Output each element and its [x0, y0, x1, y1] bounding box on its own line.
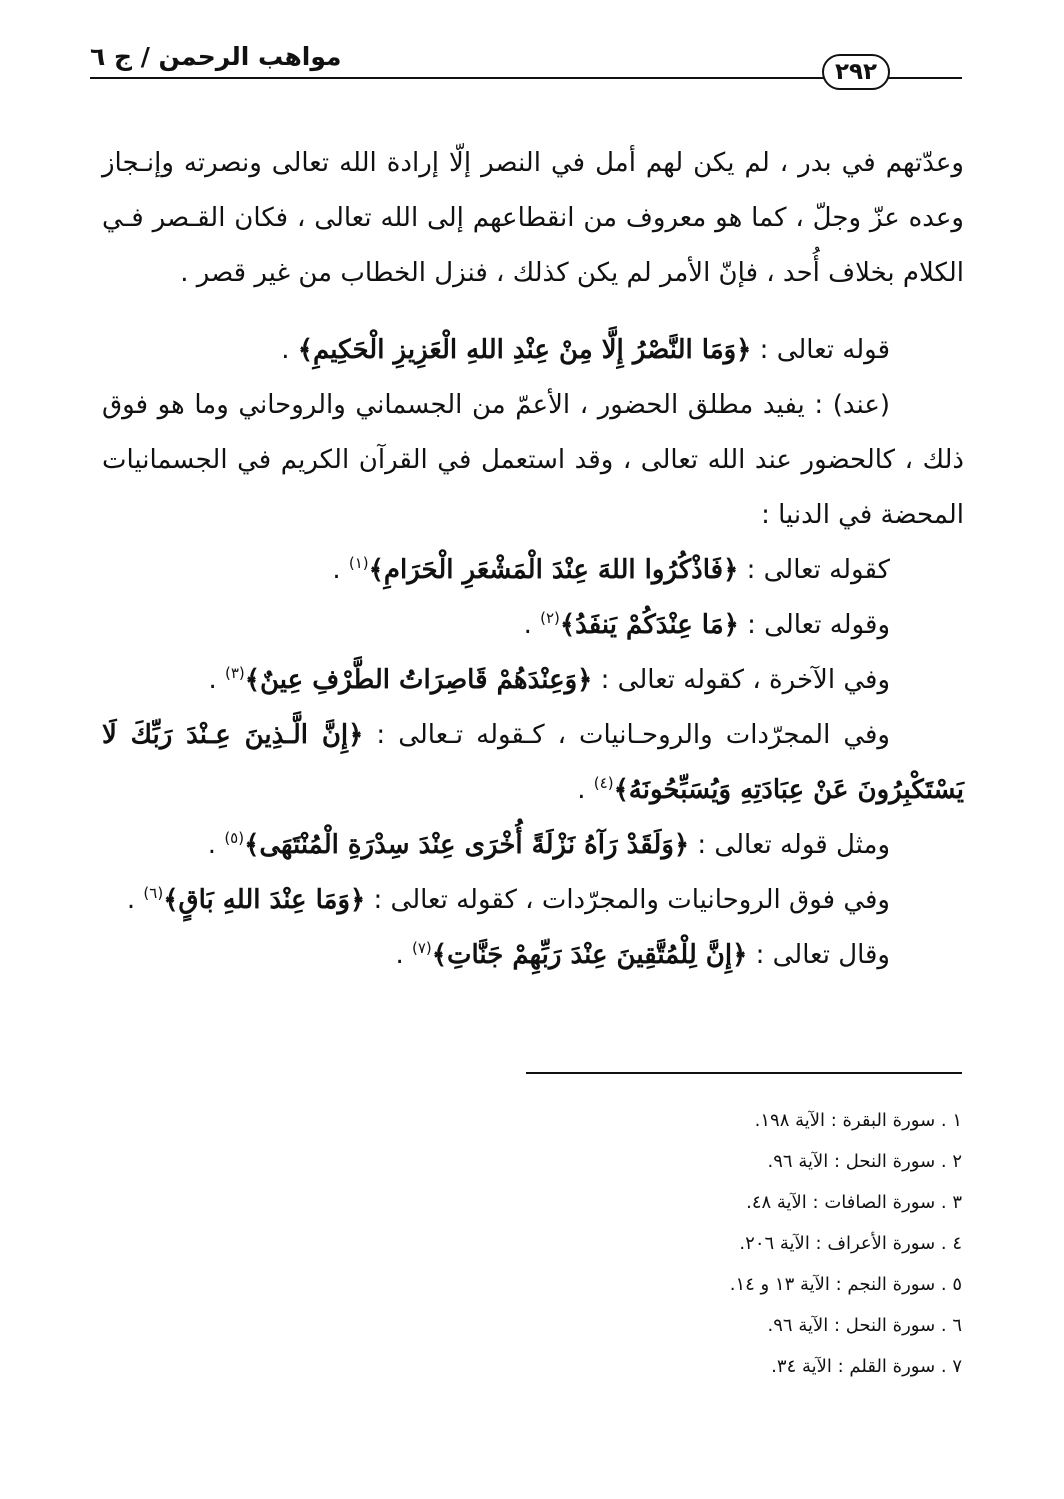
punctuation: . [208, 665, 225, 695]
verse-heading-intro: قوله تعالى : [751, 335, 890, 365]
footnote-ref: (٦) [143, 884, 164, 902]
example-intro: وقال تعالى : [747, 940, 890, 970]
example-intro: وقوله تعالى : [738, 610, 890, 640]
example-intro: وفي فوق الروحانيات والمجرّدات ، كقوله تعالى : [365, 885, 890, 915]
punctuation: . [207, 830, 225, 860]
footnote-5: ٥ . سورة النجم : الآية ١٣ و ١٤. [729, 1274, 962, 1295]
paragraph-1-line-3: الكلام بخلاف أُحد ، فإنّ الأمر لم يكن كذلك ، فنزل الخطاب من غير قصر . [180, 258, 964, 288]
quran-verse: ﴿وَمَا عِنْدَ اللهِ بَاقٍ﴾ [163, 885, 366, 915]
footnote-ref: (١) [348, 554, 369, 572]
example-7 [102, 928, 964, 983]
verse-heading [102, 323, 964, 378]
footnote-ref: (٤) [593, 774, 614, 792]
footnote-1: ١ . سورة البقرة : الآية ١٩٨. [754, 1110, 962, 1131]
paragraph-3-line-3: المحضة في الدنيا : [761, 500, 964, 530]
footnote-separator [526, 1072, 962, 1074]
example-5 [102, 818, 964, 873]
page-header [90, 40, 962, 90]
example-3 [102, 653, 964, 708]
quran-verse: ﴿مَا عِنْدَكُمْ يَنفَدُ﴾ [559, 610, 739, 640]
example-intro: ومثل قوله تعالى : [689, 830, 890, 860]
footnote-3: ٣ . سورة الصافات : الآية ٤٨. [746, 1192, 962, 1213]
quran-verse: ﴿وَمَا النَّصْرُ إِلَّا مِنْ عِنْدِ اللهِ الْعَزِيزِ الْحَكِيمِ﴾ [297, 335, 752, 365]
punctuation: . [577, 775, 594, 805]
paragraph-3-line-1: (عند) : يفيد مطلق الحضور ، الأعمّ من الجسماني والروحاني وما هو فوق [102, 390, 890, 420]
footnote-7: ٧ . سورة القلم : الآية ٣٤. [771, 1356, 962, 1377]
footnote-ref: (٥) [224, 829, 245, 847]
example-intro: كقوله تعالى : [738, 555, 890, 585]
punctuation: . [332, 555, 349, 585]
footnotes [362, 1100, 962, 1387]
paragraph-1-line-1: وعدّتهم في بدر ، لم يكن لهم أمل في النصر إلّا إرادة الله تعالى ونصرته وإنـجاز [102, 148, 964, 178]
quran-verse: يَسْتَكْبِرُونَ عَنْ عِبَادَتِهِ وَيُسَبِّحُونَهُ﴾ [613, 775, 964, 805]
example-6 [102, 873, 964, 928]
example-4-line-2 [102, 763, 964, 818]
example-intro: وفي المجرّدات والروحـانيات ، كـقوله تـعالى : [363, 720, 890, 750]
footnote-ref: (٢) [540, 609, 560, 627]
footnote-ref: (٧) [411, 939, 432, 957]
punctuation: . [523, 610, 541, 640]
quran-verse: ﴿إِنَّ الَّـذِينَ عِـنْدَ رَبِّكَ لَا [102, 720, 364, 750]
paragraph-1-line-2: وعده عزّ وجلّ ، كما هو معروف من انقطاعهم إلى الله تعالى ، فكان القـصر فـي [102, 203, 964, 233]
quran-verse: ﴿فَاذْكُرُوا اللهَ عِنْدَ الْمَشْعَرِ الْحَرَامِ﴾ [368, 555, 739, 585]
footnote-6: ٦ . سورة النحل : الآية ٩٦. [767, 1315, 962, 1336]
footnote-ref: (٣) [225, 664, 245, 682]
footnote-2: ٢ . سورة النحل : الآية ٩٦. [767, 1151, 962, 1172]
punctuation: . [395, 940, 412, 970]
punctuation: . [126, 885, 144, 915]
example-2 [102, 598, 964, 653]
quran-verse: ﴿إِنَّ لِلْمُتَّقِينَ عِنْدَ رَبِّهِمْ جَنَّاتِ﴾ [431, 940, 748, 970]
punctuation: . [281, 335, 298, 365]
quran-verse: ﴿وَعِنْدَهُمْ قَاصِرَاتُ الطَّرْفِ عِينٌ﴾ [244, 665, 593, 695]
example-1 [102, 543, 964, 598]
footnote-4: ٤ . سورة الأعراف : الآية ٢٠٦. [739, 1233, 962, 1254]
page-number: ٢٩٢ [822, 54, 890, 90]
example-4-line-1 [102, 708, 964, 763]
quran-verse: ﴿وَلَقَدْ رَآهُ نَزْلَةً أُخْرَى عِنْدَ سِدْرَةِ الْمُنْتَهَى﴾ [244, 830, 690, 860]
paragraph-3-line-2: ذلك ، كالحضور عند الله تعالى ، وقد استعمل في القرآن الكريم في الجسمانيات [102, 445, 964, 475]
example-intro: وفي الآخرة ، كقوله تعالى : [592, 665, 890, 695]
main-text [102, 136, 964, 983]
running-title: مواهب الرحمن / ج ٦ [90, 42, 348, 71]
